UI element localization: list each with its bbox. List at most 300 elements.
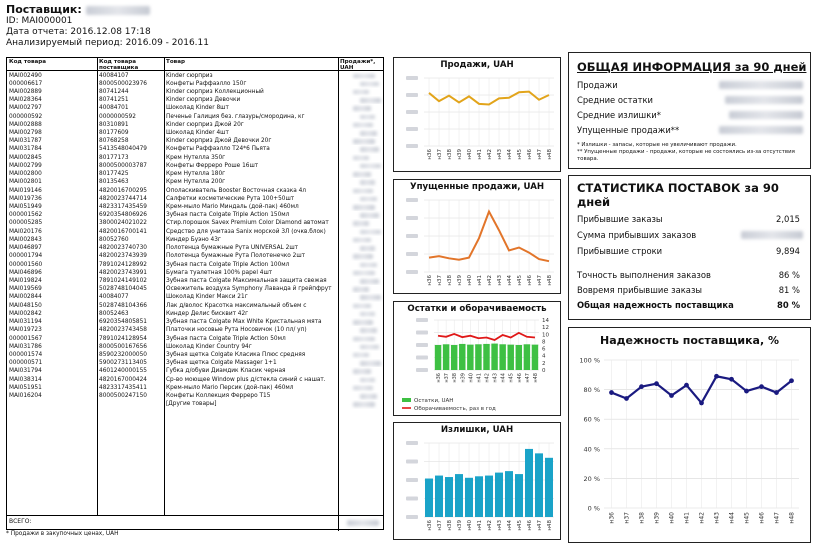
cell-product: Крем-мыло Mario Миндаль (дой-пак) 460мл <box>166 204 299 211</box>
y2-tick-label: 8 <box>542 339 546 346</box>
y-tick-label-redacted <box>406 110 418 114</box>
y2-tick-label: 12 <box>542 325 549 332</box>
table-row <box>7 343 383 351</box>
stock-bar <box>459 344 465 370</box>
cell-code: MAI019569 <box>9 286 42 293</box>
cell-sales-redacted <box>360 98 381 103</box>
cell-supplier-code: 8000500167656 <box>99 343 147 350</box>
x-tick-label: н48 <box>547 520 553 531</box>
x-tick-label: н38 <box>452 373 459 383</box>
general-label-avg-excess: Средние излишки* <box>577 110 661 120</box>
cell-product: Шоколад Kinder 8шт <box>166 105 229 112</box>
cell-supplier-code: 5413548040479 <box>99 146 147 153</box>
excess-bar <box>485 476 493 517</box>
cell-product: [Другие товары] <box>166 401 217 408</box>
cell-product: Освежитель воздуха Symphony Лаванда й грейпфрут <box>166 286 332 293</box>
table-row <box>7 384 383 392</box>
y-tick-label-redacted <box>416 343 428 347</box>
cell-code: MAI046896 <box>9 269 42 276</box>
products-table <box>6 57 384 530</box>
cell-supplier-code: 80741251 <box>99 97 129 104</box>
cell-code: MAI002490 <box>9 72 42 79</box>
x-tick-label: н37 <box>437 275 443 286</box>
cell-supplier-code: 5028748104045 <box>99 286 147 293</box>
table-row <box>7 178 383 186</box>
x-tick-label: н48 <box>547 149 553 160</box>
y-tick-label: 80 % <box>583 386 600 395</box>
x-tick-label: н39 <box>460 373 467 383</box>
x-tick-label: н41 <box>683 512 691 524</box>
report-id: ID: MAI000001 <box>6 16 73 26</box>
cell-supplier-code: 8000500003787 <box>99 162 147 169</box>
cell-supplier-code: 7891024128954 <box>99 335 147 342</box>
x-tick-label: н47 <box>537 275 543 286</box>
cell-sales-redacted <box>353 287 369 292</box>
cell-supplier-code: 80177173 <box>99 154 129 161</box>
x-tick-label: н41 <box>477 149 483 160</box>
cell-code: MAI002799 <box>9 162 42 169</box>
cell-code: MAI031194 <box>9 319 42 326</box>
y-tick-label-redacted <box>406 76 418 80</box>
legend-label-stock: Остатки, UAH <box>414 398 454 404</box>
table-row <box>7 195 383 203</box>
cell-product: Kinder сюрприз Девочки <box>166 97 241 104</box>
table-row <box>7 293 383 301</box>
cell-code: 000005285 <box>9 220 43 227</box>
y2-tick-label: 0 <box>542 368 546 374</box>
stock-bar <box>483 344 489 370</box>
cell-code: MAI028364 <box>9 97 42 104</box>
delivery-stats-title: СТАТИСТИКА ПОСТАВОК за 90 дней <box>577 181 779 209</box>
x-tick-label: н47 <box>537 149 543 160</box>
cell-product: Полотенца бумажные Рута UNIVERSAL 2шт <box>166 245 298 252</box>
stats-value-reliability: 80 % <box>777 300 800 310</box>
cell-sales-redacted <box>353 386 373 391</box>
cell-product: Киндер Буэно 43г <box>166 236 221 243</box>
cell-supplier-code: 4820016700295 <box>99 187 147 194</box>
cell-code: MAI002844 <box>9 294 42 301</box>
cell-product: Конфеты Раффаэлло 150г <box>166 80 247 87</box>
cell-sales-redacted <box>360 279 379 284</box>
y-tick-label-redacted <box>406 198 418 202</box>
general-label-avg-stock: Средние остатки <box>577 95 653 105</box>
cell-product: Kinder сюрприз <box>166 72 213 79</box>
y2-tick-label: 4 <box>542 353 546 360</box>
report-header <box>6 3 306 49</box>
x-tick-label: н36 <box>427 149 433 160</box>
cell-product: Печенье Галиция без. глазурь/смородина, кг <box>166 113 305 120</box>
x-tick-label: н44 <box>507 149 513 160</box>
cell-code: MAI051949 <box>9 204 42 211</box>
y-tick-label-redacted <box>406 460 418 464</box>
cell-sales-redacted <box>353 139 375 144</box>
stock-bar <box>499 344 505 370</box>
cell-product: Зубная паста Colgate Max White Кристальная мята <box>166 319 322 326</box>
cell-product: Зубная паста Colgate Triple Action 50мл <box>166 335 286 342</box>
cell-sales-redacted <box>360 378 375 383</box>
cell-product: Зубная щетка Colgate Massager 1+1 <box>166 360 277 367</box>
cell-code: MAI019824 <box>9 278 42 284</box>
x-tick-label: н43 <box>497 520 503 531</box>
cell-supplier-code: 0000000592 <box>99 113 136 120</box>
cell-product: Kinder сюрприз Джой Девочки 20г <box>166 138 272 145</box>
cell-code: MAI002798 <box>9 130 42 137</box>
cell-code: MAI019723 <box>9 327 42 334</box>
stock-bar <box>451 345 457 370</box>
cell-sales-redacted <box>353 123 373 128</box>
stats-label-arrived-lines: Прибывшие строки <box>577 246 663 256</box>
stock-bar <box>524 344 530 370</box>
x-tick-label: н40 <box>467 275 473 286</box>
data-point <box>609 390 614 395</box>
table-row <box>7 162 383 170</box>
cell-product: Платочки носовые Рута Носовичок (10 пл/ уп) <box>166 327 307 334</box>
cell-product: Крем Нутелла 200г <box>166 179 226 186</box>
reliability-chart <box>569 328 812 544</box>
stock-turnover-chart <box>394 302 562 417</box>
excess-bar <box>495 473 503 517</box>
col-header-sales: Продажи*, UAH <box>340 59 376 70</box>
data-point <box>729 377 734 382</box>
y-tick-label-redacted <box>406 441 418 445</box>
stats-label-order-accuracy: Точность выполнения заказов <box>577 270 711 280</box>
x-tick-label: н37 <box>623 512 631 524</box>
y-tick-label-redacted <box>406 515 418 519</box>
cell-sales-redacted <box>360 295 381 300</box>
cell-code: MAI016204 <box>9 393 42 400</box>
cell-sales-redacted <box>353 74 375 79</box>
cell-product: Полотенца бумажные Рута Полотенечко 2шт <box>166 253 306 260</box>
excess-chart-panel <box>393 422 561 540</box>
x-tick-label: н45 <box>517 149 523 160</box>
legend-swatch-stock <box>402 398 411 402</box>
y-tick-label-redacted <box>406 252 418 256</box>
general-note-lost-sales: ** Упущенные продажи - продажи, которые не состоялись из-за отсутствия товара. <box>577 149 795 162</box>
cell-product: Шоколад Kinder Country 94г <box>166 343 252 350</box>
cell-supplier-code: 4820167000424 <box>99 376 147 383</box>
y-tick-label-redacted <box>416 331 428 335</box>
x-tick-label: н42 <box>487 149 493 160</box>
y-tick-label-redacted <box>406 234 418 238</box>
stock-bar <box>475 344 481 370</box>
x-tick-label: н46 <box>527 149 533 160</box>
stock-bar <box>491 344 497 370</box>
x-tick-label: н37 <box>444 373 451 383</box>
excess-bar <box>425 479 433 517</box>
cell-code: 000000571 <box>9 360 43 367</box>
data-point <box>789 378 794 383</box>
x-tick-label: н40 <box>668 512 676 524</box>
cell-product: Средство для унитаза Sanix морской 3Л (очкв.блок) <box>166 228 326 235</box>
cell-sales-redacted <box>360 213 379 218</box>
table-row <box>7 137 383 145</box>
cell-code: 000001562 <box>9 212 43 219</box>
cell-product: Kinder сюрприз Коллекционный <box>166 88 264 95</box>
cell-product: Бумага туалетная 100% papel 4шт <box>166 269 273 276</box>
x-tick-label: н48 <box>788 512 796 524</box>
cell-product: Киндер Делис бисквит 42г <box>166 310 249 317</box>
general-value-redacted <box>725 96 803 104</box>
cell-code: MAI002888 <box>9 121 42 128</box>
x-tick-label: н42 <box>484 373 491 383</box>
cell-supplier-code: 4820023743939 <box>99 253 147 260</box>
table-footnote: * Продажи в закупочных ценах, UAH <box>6 531 119 537</box>
x-tick-label: н41 <box>477 520 483 531</box>
cell-code: MAI019146 <box>9 187 42 194</box>
cell-sales-redacted <box>353 353 369 358</box>
table-row <box>7 359 383 367</box>
y2-tick-label: 6 <box>542 346 546 353</box>
cell-sales-redacted <box>353 271 375 276</box>
table-row <box>7 88 383 96</box>
table-row <box>7 310 383 318</box>
stock-bar <box>467 345 473 370</box>
cell-code: MAI002801 <box>9 179 42 186</box>
x-tick-label: н41 <box>477 275 483 286</box>
table-row <box>7 252 383 260</box>
excess-bar <box>505 471 513 517</box>
cell-code: MAI019736 <box>9 195 42 202</box>
table-row <box>7 277 383 285</box>
x-tick-label: н38 <box>447 520 453 531</box>
excess-bar <box>445 477 453 517</box>
col-header-supplier-code: Код товара поставщика <box>99 59 139 70</box>
report-period: Анализируемый период: 2016.09 - 2016.11 <box>6 38 209 48</box>
data-point <box>639 384 644 389</box>
excess-bar <box>545 458 553 517</box>
stats-label-arrived-orders: Прибывшие заказы <box>577 214 663 224</box>
table-row <box>7 392 383 400</box>
cell-code: 000001567 <box>9 335 43 342</box>
x-tick-label: н36 <box>608 512 616 524</box>
general-value-redacted <box>719 81 803 89</box>
cell-code: MAI002843 <box>9 236 42 243</box>
data-point <box>774 390 779 395</box>
cell-sales-redacted <box>360 394 377 399</box>
general-value-redacted <box>719 126 803 134</box>
x-tick-label: н40 <box>467 520 473 531</box>
cell-code: MAI002889 <box>9 88 42 95</box>
cell-code: 000000592 <box>9 113 43 120</box>
cell-product: Конфеты Коллекция Ферреро Т15 <box>166 393 271 400</box>
y-tick-label-redacted <box>406 144 418 148</box>
cell-code: 000001560 <box>9 261 43 268</box>
cell-supplier-code: 4820023743991 <box>99 269 147 276</box>
excess-bar <box>535 453 543 517</box>
x-tick-label: н44 <box>500 373 507 383</box>
delivery-stats-panel <box>568 175 811 320</box>
y-tick-label: 60 % <box>583 415 600 424</box>
x-tick-label: н37 <box>437 520 443 531</box>
excess-bar <box>475 476 483 517</box>
x-tick-label: н39 <box>457 275 463 286</box>
cell-sales-redacted <box>360 361 381 366</box>
stock-bar <box>508 345 514 370</box>
cell-supplier-code: 80177609 <box>99 130 129 137</box>
stock-bar <box>516 345 522 370</box>
cell-sales-redacted <box>360 345 379 350</box>
cell-product: Зубная паста Colgate Максимальная защита свежая <box>166 278 327 284</box>
y2-tick-label: 14 <box>542 318 549 324</box>
cell-code: MAI046897 <box>9 245 42 252</box>
stock-bar <box>435 345 441 370</box>
stats-label-on-time: Вовремя прибывшие заказы <box>577 285 703 295</box>
x-tick-label: н46 <box>516 373 523 383</box>
x-tick-label: н37 <box>437 149 443 160</box>
lost-sales-chart-panel <box>393 179 561 294</box>
cell-code: MAI031794 <box>9 368 42 375</box>
cell-product: Крем Нутелла 350г <box>166 154 226 161</box>
table-row <box>7 145 383 153</box>
general-info-title: ОБЩАЯ ИНФОРМАЦИЯ за 90 дней <box>577 60 807 74</box>
cell-supplier-code: 5028748104366 <box>99 302 147 309</box>
cell-sales-redacted <box>353 90 369 95</box>
cell-product: Губка д/обуви Диамдик Класик черная <box>166 368 286 375</box>
cell-sales-redacted <box>360 115 375 120</box>
table-row <box>7 113 383 121</box>
cell-sales-redacted <box>360 230 381 235</box>
table-row <box>7 211 383 219</box>
data-point <box>624 396 629 401</box>
cell-supplier-code: 40084107 <box>99 72 129 79</box>
y-tick-label-redacted <box>406 93 418 97</box>
cell-supplier-code: 80177425 <box>99 171 129 178</box>
stock-bar <box>532 345 538 370</box>
y-tick-label: 20 % <box>583 474 600 483</box>
cell-code: 000001574 <box>9 351 43 358</box>
cell-sales-redacted <box>353 402 375 407</box>
stock-turnover-chart-title: Остатки и оборачиваемость <box>407 304 547 314</box>
cell-supplier-code: 80052760 <box>99 236 129 243</box>
general-label-sales: Продажи <box>577 80 618 90</box>
x-tick-label: н45 <box>508 373 515 383</box>
cell-supplier-code: 3800024021022 <box>99 220 147 227</box>
cell-sales-redacted <box>360 180 375 185</box>
cell-supplier-code: 4820016700141 <box>99 228 147 235</box>
x-tick-label: н39 <box>457 149 463 160</box>
data-point <box>654 381 659 386</box>
cell-sales-redacted <box>353 238 371 243</box>
y-tick-label: 0 % <box>587 504 600 513</box>
table-row <box>7 335 383 343</box>
x-tick-label: н36 <box>436 373 443 383</box>
x-tick-label: н42 <box>487 275 493 286</box>
cell-supplier-code: 8000500023976 <box>99 80 147 87</box>
cell-product: Лак д/волос Красотка максимальный объем с <box>166 302 307 309</box>
cell-product: Стир.порошок Savex Premium Color Diamond автомат <box>166 220 329 227</box>
cell-code: MAI002842 <box>9 310 42 317</box>
cell-supplier-code: 5900273113405 <box>99 360 147 367</box>
cell-sales-redacted <box>353 254 373 259</box>
stats-value-arrived-lines: 9,894 <box>776 246 800 256</box>
cell-product: Шоколад Kinder Макси 21г <box>166 294 248 301</box>
cell-product: Крем Нутелла 180г <box>166 171 226 178</box>
table-row <box>7 244 383 252</box>
sales-chart <box>394 58 562 173</box>
table-row <box>7 400 383 408</box>
cell-sales-redacted <box>353 304 371 309</box>
cell-sales-redacted <box>360 328 377 333</box>
total-label: ВСЕГО: <box>9 518 32 525</box>
cell-supplier-code: 4820023743458 <box>99 327 147 334</box>
cell-sales-redacted <box>360 197 377 202</box>
table-row <box>7 302 383 310</box>
table-row <box>7 269 383 277</box>
cell-sales-redacted <box>353 221 369 226</box>
x-tick-label: н40 <box>467 149 473 160</box>
table-row <box>7 121 383 129</box>
cell-code: MAI002797 <box>9 105 42 112</box>
cell-supplier-code: 6920354805851 <box>99 319 147 326</box>
x-tick-label: н46 <box>527 520 533 531</box>
sales-chart-panel <box>393 57 561 172</box>
y-tick-label-redacted <box>406 127 418 131</box>
cell-product: Зубная паста Colgate Triple Action 150мл <box>166 212 290 219</box>
table-row <box>7 80 383 88</box>
cell-supplier-code: 7891024128992 <box>99 261 147 268</box>
total-value-redacted <box>347 520 379 526</box>
cell-product: Конфеты Раффаэлло Т24*6 Пьята <box>166 146 270 153</box>
excess-chart <box>394 423 562 541</box>
y-tick-label-redacted <box>406 216 418 220</box>
table-row <box>7 170 383 178</box>
x-tick-label: н47 <box>773 512 781 524</box>
data-point <box>699 401 704 406</box>
y2-tick-label: 2 <box>542 360 546 367</box>
supplier-name-redacted <box>86 6 150 15</box>
cell-code: MAI031786 <box>9 343 42 350</box>
y-tick-label: 100 % <box>579 356 600 365</box>
cell-product: Зубная паста Colgate Triple Action 100мл <box>166 261 290 268</box>
y-tick-label-redacted <box>406 497 418 501</box>
x-tick-label: н44 <box>507 275 513 286</box>
table-row <box>7 261 383 269</box>
cell-code <box>9 400 95 408</box>
cell-sales-redacted <box>353 320 373 325</box>
cell-supplier-code: 40084077 <box>99 294 129 301</box>
table-row <box>7 104 383 112</box>
x-tick-label: н36 <box>427 520 433 531</box>
cell-sales-redacted <box>360 131 377 136</box>
data-point <box>684 383 689 388</box>
excess-bar <box>525 449 533 517</box>
cell-code: MAI038314 <box>9 376 42 383</box>
stock-turnover-chart-panel <box>393 301 561 416</box>
table-total-row <box>7 515 383 531</box>
cell-code: MAI002845 <box>9 154 42 161</box>
table-header <box>7 58 383 71</box>
general-note-excess: * Излишки - запасы, которые не увеличивают продажи. <box>577 142 737 148</box>
table-row <box>7 318 383 326</box>
cell-sales-redacted <box>353 337 375 342</box>
report-date: Дата отчета: 2016.12.08 17:18 <box>6 27 151 37</box>
cell-product: Салфетки косметические Рута 100+50шт <box>166 195 295 202</box>
data-point <box>714 374 719 379</box>
general-label-lost-sales: Упущенные продажи** <box>577 125 680 135</box>
x-tick-label: н47 <box>524 373 531 383</box>
cell-code: 000006617 <box>9 80 43 87</box>
y-tick-label-redacted <box>406 270 418 274</box>
x-tick-label: н38 <box>447 149 453 160</box>
data-point <box>669 393 674 398</box>
x-tick-label: н44 <box>728 512 736 524</box>
cell-code: MAI031784 <box>9 146 42 153</box>
x-tick-label: н48 <box>532 373 539 383</box>
table-row <box>7 376 383 384</box>
x-tick-label: н42 <box>698 512 706 524</box>
cell-code: 000001794 <box>9 253 43 260</box>
excess-bar <box>435 476 443 517</box>
